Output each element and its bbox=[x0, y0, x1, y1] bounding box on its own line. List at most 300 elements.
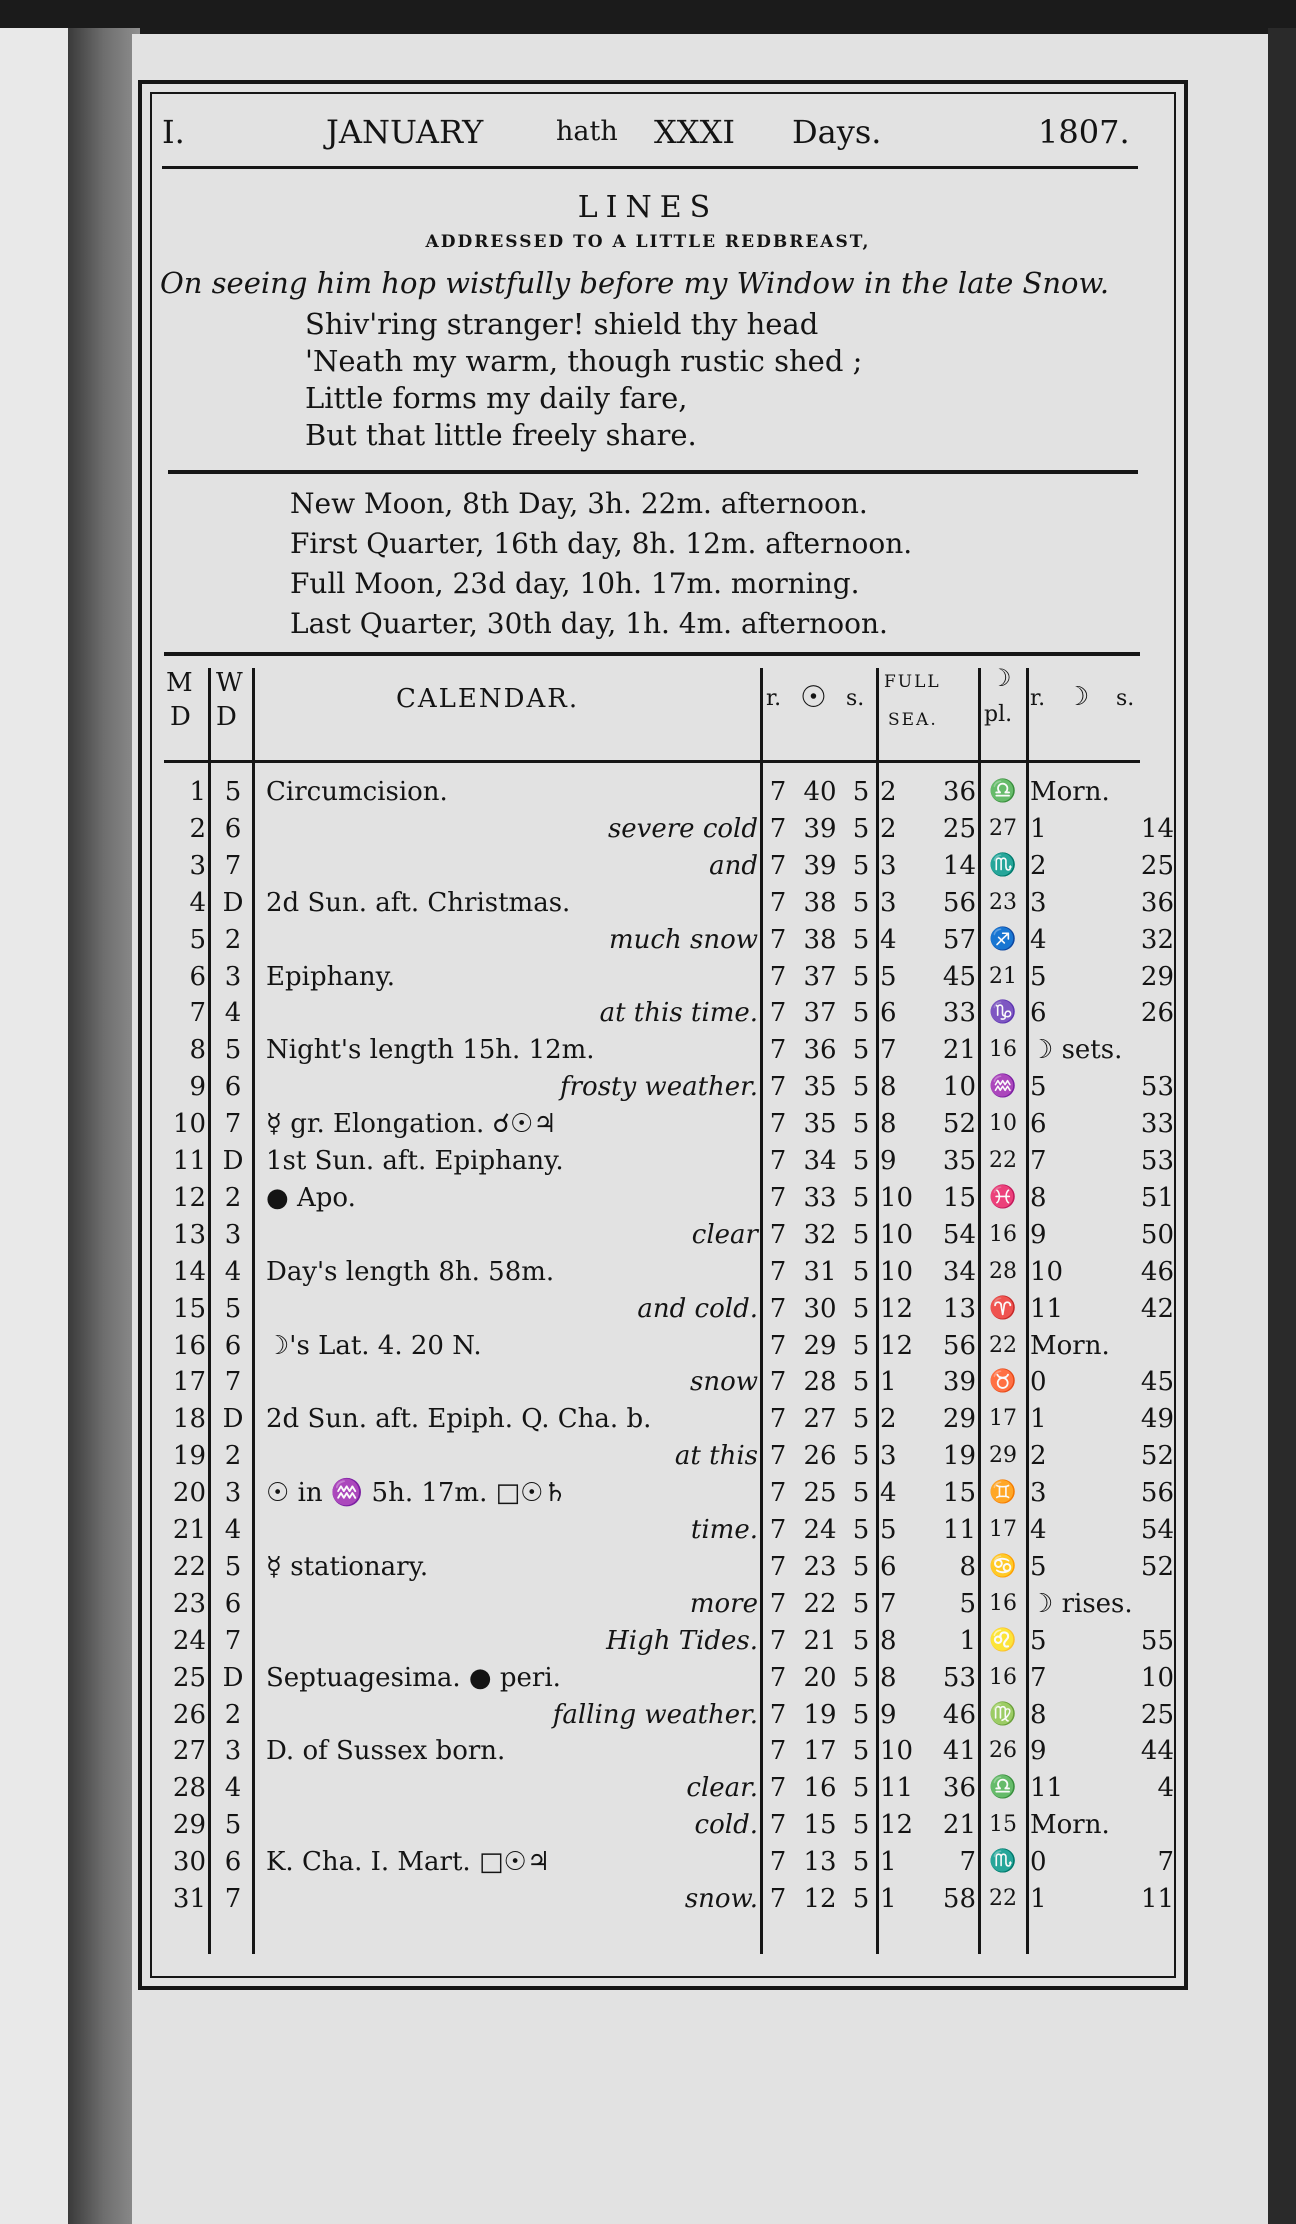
moon-rise-set-minute: 42 bbox=[1140, 1293, 1174, 1324]
sun-rise-hour: 7 bbox=[769, 1146, 787, 1176]
header-sea: SEA. bbox=[888, 710, 938, 730]
moon-rise-set-hour: Morn. bbox=[1030, 777, 1110, 807]
moon-rise-set-hour: 1 bbox=[1030, 1404, 1047, 1435]
sun-rise-hour: 7 bbox=[769, 1588, 787, 1619]
sun-set-hour: 5 bbox=[852, 924, 870, 955]
moon-icon: ☽ bbox=[990, 664, 1012, 692]
moon-rise-set-hour: 1 bbox=[1030, 813, 1047, 844]
full-sea-minute: 15 bbox=[942, 1182, 976, 1213]
moon-rise-set-hour: 6 bbox=[1030, 998, 1047, 1029]
day-of-week: 7 bbox=[224, 1625, 242, 1656]
moon-rise-set-minute: 33 bbox=[1140, 1109, 1174, 1140]
moon-rise-set-minute: 49 bbox=[1140, 1404, 1174, 1435]
full-sea-hour: 3 bbox=[880, 887, 897, 918]
day-of-week: 4 bbox=[224, 998, 242, 1029]
sun-rise-minute: 27 bbox=[803, 1404, 837, 1435]
sun-rise-minute: 39 bbox=[803, 813, 837, 844]
sun-rise-hour: 7 bbox=[769, 1109, 787, 1140]
moon-rise-set-minute: 45 bbox=[1140, 1367, 1174, 1398]
weather-note: clear. bbox=[686, 1773, 758, 1804]
moon-rise-set-hour: 1 bbox=[1030, 1884, 1047, 1914]
full-sea-hour: 12 bbox=[880, 1330, 914, 1361]
day-of-week: 6 bbox=[224, 1330, 242, 1361]
moon-rise-set-hour: ☽ sets. bbox=[1030, 1035, 1123, 1066]
full-sea-minute: 53 bbox=[942, 1662, 976, 1693]
sun-rise-minute: 29 bbox=[803, 1330, 837, 1361]
header-full: FULL bbox=[884, 672, 941, 692]
moon-place: 10 bbox=[989, 1111, 1017, 1137]
sun-set-hour: 5 bbox=[852, 1256, 870, 1287]
full-sea-minute: 36 bbox=[942, 777, 976, 807]
day-of-week: 2 bbox=[224, 1182, 242, 1213]
header-sun-s: s. bbox=[846, 686, 865, 711]
sun-set-hour: 5 bbox=[852, 1625, 870, 1656]
day-of-month: 25 bbox=[172, 1662, 206, 1693]
sun-rise-minute: 17 bbox=[803, 1736, 837, 1767]
day-of-month: 18 bbox=[172, 1404, 206, 1435]
hath-word: hath bbox=[556, 116, 618, 147]
column-rule bbox=[252, 668, 255, 1954]
calendar-entry: ☿ stationary. bbox=[266, 1551, 429, 1582]
calendar-entry: 2d Sun. aft. Christmas. bbox=[266, 887, 571, 918]
moon-rise-set-minute: 44 bbox=[1140, 1736, 1174, 1767]
moon-place: 27 bbox=[989, 815, 1017, 841]
sun-rise-hour: 7 bbox=[769, 1736, 787, 1767]
day-of-month: 5 bbox=[189, 924, 206, 955]
moon-place: ♋ bbox=[989, 1553, 1017, 1579]
sun-rise-minute: 34 bbox=[803, 1146, 837, 1176]
sun-set-hour: 5 bbox=[852, 1662, 870, 1693]
full-sea-minute: 25 bbox=[942, 813, 976, 844]
moon-rise-set-minute: 7 bbox=[1157, 1847, 1174, 1878]
full-sea-hour: 9 bbox=[880, 1699, 897, 1730]
day-of-week: 6 bbox=[224, 1588, 242, 1619]
day-of-month: 23 bbox=[172, 1588, 206, 1619]
moon-place: 17 bbox=[989, 1517, 1017, 1542]
sun-set-hour: 5 bbox=[852, 1515, 870, 1545]
sun-set-hour: 5 bbox=[852, 1404, 870, 1435]
month-title: JANUARY bbox=[326, 113, 484, 151]
day-of-month: 21 bbox=[172, 1515, 206, 1545]
calendar-entry: D. of Sussex born. bbox=[266, 1736, 506, 1767]
column-rule bbox=[1026, 668, 1029, 1954]
sun-rise-hour: 7 bbox=[769, 1699, 787, 1730]
moon-rise-set-hour: 11 bbox=[1030, 1773, 1064, 1804]
sun-set-hour: 5 bbox=[852, 1884, 870, 1914]
sun-rise-minute: 25 bbox=[803, 1478, 837, 1509]
full-sea-hour: 6 bbox=[880, 998, 897, 1029]
month-number: I. bbox=[162, 113, 185, 151]
moon-rise-set-minute: 32 bbox=[1140, 924, 1174, 955]
calendar-entry: 2d Sun. aft. Epiph. Q. Cha. b. bbox=[266, 1404, 652, 1435]
sun-icon: ☉ bbox=[800, 680, 827, 715]
sun-rise-minute: 24 bbox=[803, 1515, 837, 1545]
sun-rise-minute: 28 bbox=[803, 1367, 837, 1398]
moon-place: 22 bbox=[989, 1886, 1017, 1911]
sun-rise-minute: 32 bbox=[803, 1219, 837, 1250]
header-calendar: CALENDAR. bbox=[396, 684, 580, 714]
header-md-bottom: D bbox=[170, 702, 191, 732]
moon-place: 16 bbox=[989, 1221, 1017, 1247]
full-sea-minute: 19 bbox=[942, 1441, 976, 1472]
weather-note: snow. bbox=[684, 1884, 758, 1914]
sun-rise-minute: 26 bbox=[803, 1441, 837, 1472]
moon-place: 15 bbox=[989, 1812, 1017, 1838]
full-sea-hour: 1 bbox=[880, 1847, 897, 1878]
moon-rise-set-hour: 4 bbox=[1030, 1515, 1047, 1545]
day-of-week: 2 bbox=[224, 1441, 242, 1472]
full-sea-minute: 7 bbox=[959, 1847, 976, 1878]
day-of-month: 4 bbox=[189, 887, 206, 918]
book-gutter bbox=[68, 28, 140, 2224]
year: 1807. bbox=[1038, 113, 1130, 151]
sun-rise-minute: 31 bbox=[803, 1256, 837, 1287]
facing-page-edge bbox=[0, 28, 68, 2224]
moon-place: ♒ bbox=[989, 1074, 1017, 1100]
poem-line: 'Neath my warm, though rustic shed ; bbox=[305, 344, 863, 378]
day-of-week: 5 bbox=[224, 1551, 242, 1582]
moon-place: 16 bbox=[989, 1590, 1017, 1616]
day-of-week: 3 bbox=[224, 961, 242, 992]
poem-subtitle: ADDRESSED TO A LITTLE REDBREAST, bbox=[425, 232, 871, 252]
full-sea-minute: 36 bbox=[942, 1773, 976, 1804]
full-sea-hour: 7 bbox=[880, 1588, 897, 1619]
weather-note: clear bbox=[691, 1219, 758, 1250]
day-of-week: 2 bbox=[224, 924, 242, 955]
moon-rise-set-minute: 51 bbox=[1140, 1182, 1174, 1213]
moon-rise-set-minute: 36 bbox=[1140, 887, 1174, 918]
sun-rise-minute: 38 bbox=[803, 887, 837, 918]
moon-place: 22 bbox=[989, 1148, 1017, 1173]
sun-set-hour: 5 bbox=[852, 1367, 870, 1398]
sun-rise-minute: 37 bbox=[803, 961, 837, 992]
moon-place: ♐ bbox=[989, 926, 1017, 952]
moon-rise-set-hour: ☽ rises. bbox=[1030, 1588, 1133, 1619]
moon-rise-set-hour: 3 bbox=[1030, 887, 1047, 918]
moon-rise-set-hour: 5 bbox=[1030, 1551, 1047, 1582]
sun-rise-hour: 7 bbox=[769, 1367, 787, 1398]
moon-place: ♉ bbox=[989, 1369, 1017, 1395]
header-rule bbox=[162, 166, 1138, 169]
sun-set-hour: 5 bbox=[852, 1146, 870, 1176]
full-sea-minute: 5 bbox=[959, 1588, 976, 1619]
full-sea-hour: 9 bbox=[880, 1146, 897, 1176]
moon-rise-set-hour: 7 bbox=[1030, 1662, 1047, 1693]
moon-place: ♈ bbox=[989, 1295, 1017, 1321]
sun-rise-hour: 7 bbox=[769, 1182, 787, 1213]
day-of-week: 7 bbox=[224, 1884, 242, 1914]
day-of-month: 20 bbox=[172, 1478, 206, 1509]
header-moon-r: r. bbox=[1030, 686, 1046, 711]
sun-rise-hour: 7 bbox=[769, 924, 787, 955]
full-sea-minute: 21 bbox=[942, 1035, 976, 1066]
moon-place: 28 bbox=[989, 1258, 1017, 1284]
weather-note: more bbox=[689, 1588, 758, 1619]
sun-rise-hour: 7 bbox=[769, 961, 787, 992]
moon-place: 23 bbox=[989, 889, 1017, 915]
sun-set-hour: 5 bbox=[852, 1478, 870, 1509]
full-sea-hour: 8 bbox=[880, 1662, 897, 1693]
day-of-week: 5 bbox=[224, 1810, 242, 1841]
sun-rise-minute: 16 bbox=[803, 1773, 837, 1804]
sun-set-hour: 5 bbox=[852, 1736, 870, 1767]
full-sea-hour: 10 bbox=[880, 1219, 914, 1250]
full-sea-hour: 5 bbox=[880, 1515, 897, 1545]
day-of-month: 24 bbox=[172, 1625, 206, 1656]
full-sea-minute: 8 bbox=[959, 1551, 976, 1582]
day-of-week: D bbox=[222, 887, 244, 918]
sun-rise-minute: 15 bbox=[803, 1810, 837, 1841]
day-of-week: D bbox=[222, 1146, 244, 1176]
full-sea-hour: 3 bbox=[880, 1441, 897, 1472]
page-right-edge bbox=[1268, 28, 1296, 2224]
moon-place: ♎ bbox=[989, 1775, 1017, 1801]
moon-rise-set-hour: 2 bbox=[1030, 850, 1047, 881]
moon-rise-set-minute: 50 bbox=[1140, 1219, 1174, 1250]
sun-set-hour: 5 bbox=[852, 1330, 870, 1361]
full-sea-minute: 13 bbox=[942, 1293, 976, 1324]
day-of-month: 9 bbox=[189, 1072, 206, 1103]
day-of-month: 1 bbox=[189, 777, 206, 807]
sun-rise-minute: 40 bbox=[803, 777, 837, 807]
moon-rise-set-minute: 54 bbox=[1140, 1515, 1174, 1545]
calendar-entry: 1st Sun. aft. Epiphany. bbox=[266, 1146, 564, 1176]
calendar-entry: Day's length 8h. 58m. bbox=[266, 1256, 555, 1287]
calendar-entry: ● Apo. bbox=[266, 1182, 356, 1213]
sun-rise-minute: 21 bbox=[803, 1625, 837, 1656]
full-sea-hour: 1 bbox=[880, 1367, 897, 1398]
full-sea-hour: 2 bbox=[880, 813, 897, 844]
sun-rise-minute: 37 bbox=[803, 998, 837, 1029]
sun-rise-hour: 7 bbox=[769, 1256, 787, 1287]
sun-set-hour: 5 bbox=[852, 1699, 870, 1730]
moon-rise-set-hour: 9 bbox=[1030, 1219, 1047, 1250]
moon-rise-set-minute: 25 bbox=[1140, 850, 1174, 881]
full-sea-minute: 54 bbox=[942, 1219, 976, 1250]
sun-set-hour: 5 bbox=[852, 1035, 870, 1066]
sun-rise-hour: 7 bbox=[769, 1219, 787, 1250]
day-of-week: D bbox=[222, 1404, 244, 1435]
column-rule bbox=[760, 668, 763, 1954]
sun-rise-hour: 7 bbox=[769, 887, 787, 918]
moon-place: ♏ bbox=[989, 1849, 1017, 1875]
day-of-week: 6 bbox=[224, 1847, 242, 1878]
day-of-week: D bbox=[222, 1662, 244, 1693]
calendar-entry: ☿ gr. Elongation. ☌☉♃ bbox=[266, 1109, 557, 1140]
moon-place: 16 bbox=[989, 1664, 1017, 1690]
moon-place: 22 bbox=[989, 1332, 1017, 1358]
sun-set-hour: 5 bbox=[852, 1219, 870, 1250]
moon-icon: ☽ bbox=[1066, 682, 1090, 712]
sun-rise-hour: 7 bbox=[769, 1478, 787, 1509]
sun-rise-hour: 7 bbox=[769, 1441, 787, 1472]
moon-place: 16 bbox=[989, 1037, 1017, 1063]
weather-note: and cold. bbox=[637, 1293, 758, 1324]
sun-set-hour: 5 bbox=[852, 1109, 870, 1140]
full-sea-hour: 12 bbox=[880, 1293, 914, 1324]
sun-rise-hour: 7 bbox=[769, 998, 787, 1029]
weather-note: High Tides. bbox=[606, 1625, 758, 1656]
header-wd-bottom: D bbox=[216, 702, 237, 732]
sun-rise-minute: 19 bbox=[803, 1699, 837, 1730]
moon-place: 29 bbox=[989, 1443, 1017, 1469]
sun-set-hour: 5 bbox=[852, 1441, 870, 1472]
full-sea-minute: 39 bbox=[942, 1367, 976, 1398]
moon-rise-set-minute: 52 bbox=[1140, 1441, 1174, 1472]
calendar-entry: K. Cha. I. Mart. □☉♃ bbox=[266, 1847, 551, 1878]
moon-rise-set-hour: 0 bbox=[1030, 1847, 1047, 1878]
day-of-month: 16 bbox=[172, 1330, 206, 1361]
sun-rise-hour: 7 bbox=[769, 1847, 787, 1878]
day-of-month: 11 bbox=[172, 1146, 206, 1176]
sun-rise-minute: 33 bbox=[803, 1182, 837, 1213]
sun-rise-minute: 30 bbox=[803, 1293, 837, 1324]
sun-set-hour: 5 bbox=[852, 1773, 870, 1804]
day-of-week: 7 bbox=[224, 850, 242, 881]
weather-note: snow bbox=[690, 1367, 758, 1398]
weather-note: at this time. bbox=[599, 998, 758, 1029]
sun-rise-minute: 12 bbox=[803, 1884, 837, 1914]
day-of-week: 3 bbox=[224, 1736, 242, 1767]
full-sea-minute: 21 bbox=[942, 1810, 976, 1841]
sun-set-hour: 5 bbox=[852, 850, 870, 881]
day-of-week: 2 bbox=[224, 1699, 242, 1730]
moon-rise-set-hour: 8 bbox=[1030, 1182, 1047, 1213]
sun-rise-hour: 7 bbox=[769, 1515, 787, 1545]
full-sea-minute: 33 bbox=[942, 998, 976, 1029]
weather-note: at this bbox=[674, 1441, 758, 1472]
moon-place: 21 bbox=[989, 963, 1017, 989]
full-sea-hour: 10 bbox=[880, 1736, 914, 1767]
moon-rise-set-hour: 5 bbox=[1030, 1625, 1047, 1656]
sun-rise-minute: 35 bbox=[803, 1072, 837, 1103]
moon-rise-set-minute: 14 bbox=[1140, 813, 1174, 844]
full-sea-hour: 4 bbox=[880, 1478, 897, 1509]
full-sea-minute: 15 bbox=[942, 1478, 976, 1509]
day-of-week: 4 bbox=[224, 1256, 242, 1287]
table-header-rule bbox=[164, 760, 1140, 763]
day-of-week: 5 bbox=[224, 1293, 242, 1324]
moon-rise-set-hour: 5 bbox=[1030, 1072, 1047, 1103]
calendar-entry: Epiphany. bbox=[266, 961, 396, 992]
full-sea-hour: 10 bbox=[880, 1256, 914, 1287]
sun-rise-hour: 7 bbox=[769, 1404, 787, 1435]
full-sea-minute: 58 bbox=[942, 1884, 976, 1914]
moon-rise-set-minute: 53 bbox=[1140, 1146, 1174, 1176]
day-of-month: 12 bbox=[172, 1182, 206, 1213]
sun-set-hour: 5 bbox=[852, 813, 870, 844]
header-moon-s: s. bbox=[1116, 686, 1135, 711]
moon-rise-set-hour: 7 bbox=[1030, 1146, 1047, 1176]
sun-rise-hour: 7 bbox=[769, 1662, 787, 1693]
sun-rise-minute: 38 bbox=[803, 924, 837, 955]
sun-rise-hour: 7 bbox=[769, 777, 787, 807]
full-sea-minute: 41 bbox=[942, 1736, 976, 1767]
moon-phase-last-quarter: Last Quarter, 30th day, 1h. 4m. afternoon. bbox=[290, 607, 888, 640]
day-of-week: 5 bbox=[224, 1035, 242, 1066]
weather-note: falling weather. bbox=[552, 1699, 758, 1730]
full-sea-hour: 6 bbox=[880, 1551, 897, 1582]
moon-phase-new: New Moon, 8th Day, 3h. 22m. afternoon. bbox=[290, 487, 868, 520]
full-sea-minute: 35 bbox=[942, 1146, 976, 1176]
day-of-month: 7 bbox=[189, 998, 206, 1029]
day-of-month: 17 bbox=[172, 1367, 206, 1398]
moon-rise-set-hour: 5 bbox=[1030, 961, 1047, 992]
header-wd-top: W bbox=[216, 668, 243, 698]
full-sea-minute: 57 bbox=[942, 924, 976, 955]
moon-rise-set-hour: Morn. bbox=[1030, 1330, 1110, 1361]
moon-place: ♊ bbox=[989, 1480, 1017, 1506]
full-sea-minute: 52 bbox=[942, 1109, 976, 1140]
moon-rise-set-minute: 26 bbox=[1140, 998, 1174, 1029]
sun-rise-minute: 20 bbox=[803, 1662, 837, 1693]
moon-rise-set-minute: 10 bbox=[1140, 1662, 1174, 1693]
moon-phase-full: Full Moon, 23d day, 10h. 17m. morning. bbox=[290, 567, 860, 600]
full-sea-minute: 11 bbox=[942, 1515, 976, 1545]
sun-rise-hour: 7 bbox=[769, 813, 787, 844]
weather-note: cold. bbox=[694, 1810, 758, 1841]
sun-rise-hour: 7 bbox=[769, 1773, 787, 1804]
moon-place: 17 bbox=[989, 1406, 1017, 1432]
day-of-month: 10 bbox=[172, 1109, 206, 1140]
day-of-month: 31 bbox=[172, 1884, 206, 1914]
sun-rise-hour: 7 bbox=[769, 1035, 787, 1066]
header-sun-r: r. bbox=[766, 686, 782, 711]
moon-rise-set-minute: 56 bbox=[1140, 1478, 1174, 1509]
day-of-week: 6 bbox=[224, 1072, 242, 1103]
days-word: Days. bbox=[792, 113, 882, 151]
full-sea-hour: 8 bbox=[880, 1625, 897, 1656]
sun-rise-minute: 22 bbox=[803, 1588, 837, 1619]
full-sea-minute: 14 bbox=[942, 850, 976, 881]
moon-rise-set-minute: 29 bbox=[1140, 961, 1174, 992]
full-sea-minute: 45 bbox=[942, 961, 976, 992]
full-sea-hour: 11 bbox=[880, 1773, 914, 1804]
sun-set-hour: 5 bbox=[852, 1182, 870, 1213]
moon-rise-set-hour: 4 bbox=[1030, 924, 1047, 955]
sun-rise-minute: 39 bbox=[803, 850, 837, 881]
day-of-week: 6 bbox=[224, 813, 242, 844]
day-of-month: 15 bbox=[172, 1293, 206, 1324]
moon-phase-first-quarter: First Quarter, 16th day, 8h. 12m. afternoon. bbox=[290, 527, 913, 560]
sun-set-hour: 5 bbox=[852, 998, 870, 1029]
moon-rise-set-hour: Morn. bbox=[1030, 1810, 1110, 1841]
moon-rise-set-minute: 55 bbox=[1140, 1625, 1174, 1656]
calendar-entry: Night's length 15h. 12m. bbox=[266, 1035, 595, 1066]
moon-rise-set-hour: 2 bbox=[1030, 1441, 1047, 1472]
day-of-week: 5 bbox=[224, 777, 242, 807]
weather-note: and bbox=[709, 850, 758, 881]
day-of-month: 3 bbox=[189, 850, 206, 881]
day-of-month: 26 bbox=[172, 1699, 206, 1730]
day-of-month: 28 bbox=[172, 1773, 206, 1804]
poem-occasion: On seeing him hop wistfully before my Window in the late Snow. bbox=[160, 266, 1110, 300]
moon-place: ♌ bbox=[989, 1627, 1017, 1653]
full-sea-hour: 12 bbox=[880, 1810, 914, 1841]
sun-set-hour: 5 bbox=[852, 1847, 870, 1878]
full-sea-hour: 7 bbox=[880, 1035, 897, 1066]
full-sea-hour: 2 bbox=[880, 1404, 897, 1435]
full-sea-hour: 1 bbox=[880, 1884, 897, 1914]
header-moon-pl: pl. bbox=[984, 702, 1013, 727]
sun-rise-minute: 13 bbox=[803, 1847, 837, 1878]
full-sea-minute: 46 bbox=[942, 1699, 976, 1730]
moon-rise-set-minute: 52 bbox=[1140, 1551, 1174, 1582]
moon-rise-set-hour: 11 bbox=[1030, 1293, 1064, 1324]
sun-set-hour: 5 bbox=[852, 777, 870, 807]
poem-line: But that little freely share. bbox=[305, 418, 697, 452]
full-sea-hour: 8 bbox=[880, 1109, 897, 1140]
